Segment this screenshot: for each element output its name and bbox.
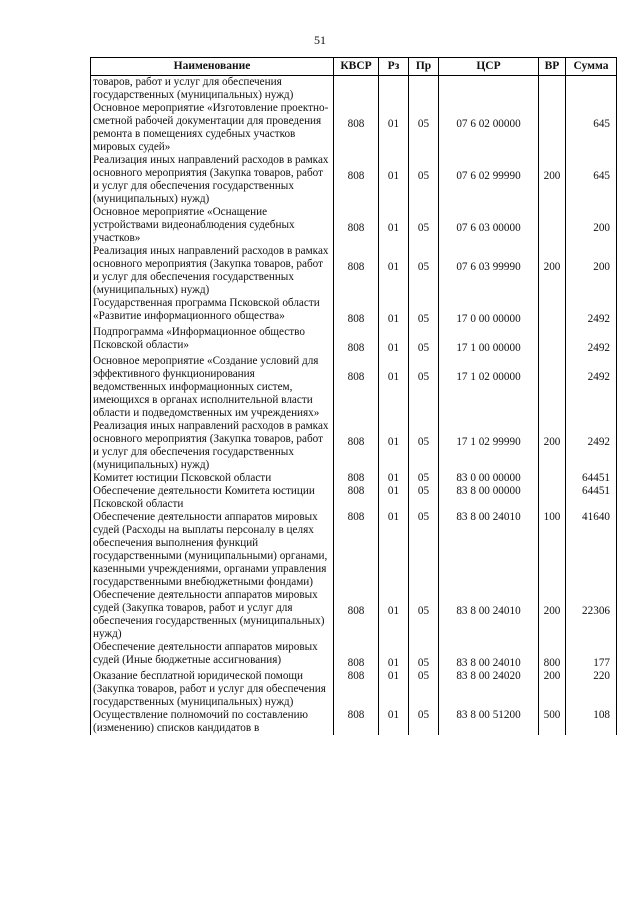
cell-vr — [539, 297, 566, 326]
cell-kvsr: 808 — [334, 154, 379, 206]
cell-rz: 01 — [379, 709, 409, 735]
cell-rz: 01 — [379, 102, 409, 154]
cell-csr: 17 1 02 00000 — [439, 355, 539, 420]
cell-rz: 01 — [379, 589, 409, 641]
cell-pr: 05 — [409, 297, 439, 326]
table-header-row — [91, 58, 617, 76]
cell-vr: 200 — [539, 154, 566, 206]
cell-kvsr: 808 — [334, 511, 379, 589]
cell-sum: 645 — [566, 154, 617, 206]
cell-csr — [439, 76, 539, 103]
cell-name: Основное мероприятие «Изготовление проектно-сметной рабочей документации для проведения ремонта в помещениях судебных участков мировых судей» — [91, 102, 334, 154]
cell-vr — [539, 206, 566, 245]
cell-sum: 2492 — [566, 326, 617, 355]
cell-pr: 05 — [409, 641, 439, 670]
cell-sum: 220 — [566, 670, 617, 709]
cell-rz: 01 — [379, 154, 409, 206]
cell-name: Основное мероприятие «Оснащение устройствами видеонаблюдения судебных участков» — [91, 206, 334, 245]
cell-sum: 200 — [566, 206, 617, 245]
cell-rz: 01 — [379, 670, 409, 709]
cell-rz: 01 — [379, 326, 409, 355]
cell-csr: 17 0 00 00000 — [439, 297, 539, 326]
table-row — [91, 670, 617, 709]
cell-pr: 05 — [409, 206, 439, 245]
cell-kvsr: 808 — [334, 589, 379, 641]
cell-kvsr: 808 — [334, 472, 379, 485]
cell-pr: 05 — [409, 355, 439, 420]
cell-sum: 2492 — [566, 355, 617, 420]
header-csr: ЦСР — [439, 58, 539, 76]
table-row — [91, 485, 617, 511]
cell-pr: 05 — [409, 709, 439, 735]
cell-kvsr: 808 — [334, 297, 379, 326]
cell-kvsr: 808 — [334, 670, 379, 709]
cell-sum: 200 — [566, 245, 617, 297]
cell-kvsr: 808 — [334, 355, 379, 420]
cell-rz: 01 — [379, 472, 409, 485]
table-row — [91, 326, 617, 355]
table-body — [91, 76, 617, 736]
cell-pr: 05 — [409, 102, 439, 154]
table-row — [91, 102, 617, 154]
table-row — [91, 641, 617, 670]
cell-name: Обеспечение деятельности аппаратов мировых судей (Иные бюджетные ассигнования) — [91, 641, 334, 670]
cell-sum — [566, 76, 617, 103]
cell-kvsr: 808 — [334, 641, 379, 670]
table-row — [91, 76, 617, 103]
cell-csr: 83 0 00 00000 — [439, 472, 539, 485]
cell-kvsr: 808 — [334, 420, 379, 472]
budget-table-container — [90, 57, 616, 735]
header-vr: ВР — [539, 58, 566, 76]
header-pr: Пр — [409, 58, 439, 76]
cell-vr: 500 — [539, 709, 566, 735]
header-sum: Сумма — [566, 58, 617, 76]
table-row — [91, 511, 617, 589]
cell-csr: 07 6 02 00000 — [439, 102, 539, 154]
cell-pr: 05 — [409, 485, 439, 511]
table-row — [91, 709, 617, 735]
cell-csr: 83 8 00 24010 — [439, 511, 539, 589]
header-rz: Рз — [379, 58, 409, 76]
cell-csr: 83 8 00 24010 — [439, 641, 539, 670]
cell-name: Реализация иных направлений расходов в рамках основного мероприятия (Закупка товаров, работ и услуг для обеспечения государственных (муниципальных) нужд) — [91, 420, 334, 472]
cell-vr: 200 — [539, 420, 566, 472]
cell-pr: 05 — [409, 420, 439, 472]
cell-name: Государственная программа Псковской области «Развитие информационного общества» — [91, 297, 334, 326]
cell-vr — [539, 102, 566, 154]
cell-name: Обеспечение деятельности Комитета юстиции Псковской области — [91, 485, 334, 511]
cell-name: Осуществление полномочий по составлению (изменению) списков кандидатов в — [91, 709, 334, 735]
cell-rz: 01 — [379, 297, 409, 326]
cell-csr: 83 8 00 24020 — [439, 670, 539, 709]
cell-vr — [539, 472, 566, 485]
cell-rz: 01 — [379, 641, 409, 670]
cell-pr: 05 — [409, 472, 439, 485]
cell-name: Основное мероприятие «Создание условий для эффективного функционирования ведомственных информационных систем, имеющихся в органах исполнительной власти области и подведомственных им учреждениях» — [91, 355, 334, 420]
cell-kvsr: 808 — [334, 102, 379, 154]
cell-rz: 01 — [379, 206, 409, 245]
table-row — [91, 472, 617, 485]
table-row — [91, 420, 617, 472]
cell-vr — [539, 326, 566, 355]
cell-name: Комитет юстиции Псковской области — [91, 472, 334, 485]
table-row — [91, 245, 617, 297]
cell-pr: 05 — [409, 154, 439, 206]
table-row — [91, 206, 617, 245]
cell-rz: 01 — [379, 245, 409, 297]
cell-sum: 22306 — [566, 589, 617, 641]
cell-pr: 05 — [409, 245, 439, 297]
table-row — [91, 589, 617, 641]
cell-pr — [409, 76, 439, 103]
header-name: Наименование — [91, 58, 334, 76]
cell-rz: 01 — [379, 485, 409, 511]
cell-name: товаров, работ и услуг для обеспечения государственных (муниципальных) нужд) — [91, 76, 334, 103]
cell-sum: 41640 — [566, 511, 617, 589]
table-row — [91, 154, 617, 206]
cell-csr: 83 8 00 51200 — [439, 709, 539, 735]
cell-vr — [539, 76, 566, 103]
cell-csr: 07 6 03 99990 — [439, 245, 539, 297]
cell-vr: 800 — [539, 641, 566, 670]
cell-vr: 200 — [539, 670, 566, 709]
cell-csr: 07 6 02 99990 — [439, 154, 539, 206]
cell-rz — [379, 76, 409, 103]
cell-sum: 2492 — [566, 297, 617, 326]
cell-sum: 2492 — [566, 420, 617, 472]
cell-rz: 01 — [379, 511, 409, 589]
budget-table — [90, 57, 617, 735]
cell-name: Оказание бесплатной юридической помощи (Закупка товаров, работ и услуг для обеспечения государственных (муниципальных) нужд) — [91, 670, 334, 709]
cell-vr — [539, 485, 566, 511]
cell-kvsr: 808 — [334, 206, 379, 245]
cell-csr: 17 1 02 99990 — [439, 420, 539, 472]
cell-pr: 05 — [409, 589, 439, 641]
cell-sum: 64451 — [566, 472, 617, 485]
cell-name: Реализация иных направлений расходов в рамках основного мероприятия (Закупка товаров, работ и услуг для обеспечения государственных (муниципальных) нужд) — [91, 154, 334, 206]
page-number: 51 — [314, 33, 326, 47]
cell-name: Обеспечение деятельности аппаратов мировых судей (Расходы на выплаты персоналу в целях обеспечения выполнения функций государственными (муниципальными) органами, казенными учреждениями, органами управления государственными внебюджетными фондами) — [91, 511, 334, 589]
cell-pr: 05 — [409, 326, 439, 355]
cell-csr: 83 8 00 24010 — [439, 589, 539, 641]
cell-kvsr: 808 — [334, 485, 379, 511]
cell-vr: 100 — [539, 511, 566, 589]
cell-rz: 01 — [379, 420, 409, 472]
cell-sum: 177 — [566, 641, 617, 670]
cell-name: Реализация иных направлений расходов в рамках основного мероприятия (Закупка товаров, работ и услуг для обеспечения государственных (муниципальных) нужд) — [91, 245, 334, 297]
cell-rz: 01 — [379, 355, 409, 420]
cell-name: Обеспечение деятельности аппаратов мировых судей (Закупка товаров, работ и услуг для обеспечения государственных (муниципальных) нужд) — [91, 589, 334, 641]
cell-kvsr: 808 — [334, 709, 379, 735]
table-row — [91, 355, 617, 420]
cell-sum: 64451 — [566, 485, 617, 511]
cell-name: Подпрограмма «Информационное общество Псковской области» — [91, 326, 334, 355]
cell-pr: 05 — [409, 511, 439, 589]
table-row — [91, 297, 617, 326]
cell-sum: 108 — [566, 709, 617, 735]
cell-vr: 200 — [539, 589, 566, 641]
cell-pr: 05 — [409, 670, 439, 709]
cell-csr: 07 6 03 00000 — [439, 206, 539, 245]
cell-kvsr: 808 — [334, 326, 379, 355]
cell-kvsr: 808 — [334, 245, 379, 297]
cell-kvsr — [334, 76, 379, 103]
header-kvsr: КВСР — [334, 58, 379, 76]
cell-csr: 17 1 00 00000 — [439, 326, 539, 355]
cell-csr: 83 8 00 00000 — [439, 485, 539, 511]
cell-vr — [539, 355, 566, 420]
cell-sum: 645 — [566, 102, 617, 154]
cell-vr: 200 — [539, 245, 566, 297]
